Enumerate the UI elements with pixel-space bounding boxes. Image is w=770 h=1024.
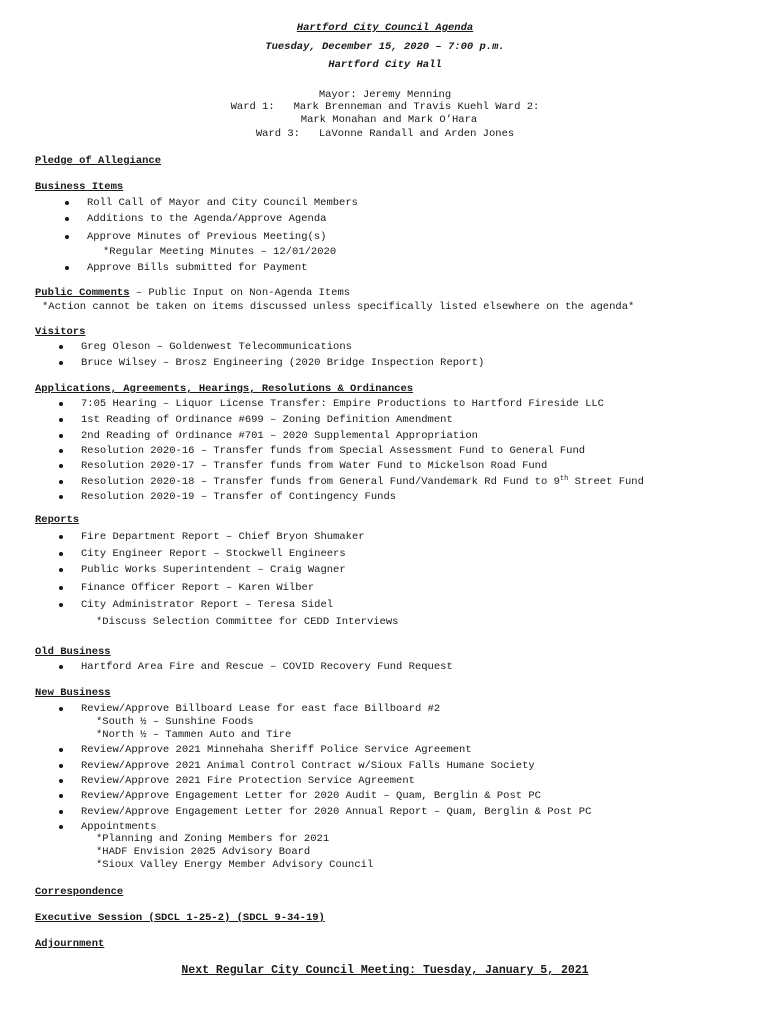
adjournment-heading: Adjournment	[35, 938, 105, 950]
list-item: Appointments	[81, 821, 157, 833]
bullet	[59, 586, 63, 590]
bullet	[59, 707, 63, 711]
next-meeting: Next Regular City Council Meeting: Tuesday, January 5, 2021	[181, 964, 589, 977]
list-subitem: *Regular Meeting Minutes – 12/01/2020	[103, 246, 337, 258]
business-items-heading: Business Items	[35, 181, 124, 193]
list-item: Approve Bills submitted for Payment	[87, 262, 308, 274]
public-comments-suffix: – Public Input on Non-Agenda Items	[129, 287, 351, 299]
list-item: Review/Approve 2021 Minnehaha Sheriff Police Service Agreement	[81, 744, 472, 756]
bullet	[59, 495, 63, 499]
bullet	[59, 449, 63, 453]
list-item: Bruce Wilsey – Brosz Engineering (2020 Bridge Inspection Report)	[81, 357, 485, 369]
bullet	[59, 464, 63, 468]
bullet	[59, 568, 63, 572]
visitors-heading: Visitors	[35, 326, 86, 338]
list-item: City Engineer Report – Stockwell Engineers	[81, 548, 346, 560]
executive-session-heading: Executive Session (SDCL 1-25-2) (SDCL 9-34-19)	[35, 912, 325, 924]
bullet	[65, 235, 69, 239]
list-item: Review/Approve 2021 Animal Control Contract w/Sioux Falls Humane Society	[81, 760, 535, 772]
bullet	[59, 764, 63, 768]
list-subitem: *North ½ – Tammen Auto and Tire	[96, 729, 292, 741]
correspondence-heading: Correspondence	[35, 886, 124, 898]
agenda-title: Hartford City Council Agenda	[296, 22, 474, 34]
bullet	[59, 603, 63, 607]
list-subitem: *HADF Envision 2025 Advisory Board	[96, 846, 311, 858]
ward-line-2: Mark Monahan and Mark O’Hara	[300, 114, 478, 126]
list-subitem: *Planning and Zoning Members for 2021	[96, 833, 330, 845]
meeting-location: Hartford City Hall	[328, 59, 442, 71]
mayor-line: Mayor: Jeremy Menning	[318, 89, 452, 101]
list-item: Additions to the Agenda/Approve Agenda	[87, 213, 327, 225]
list-item: Fire Department Report – Chief Bryon Shumaker	[81, 531, 365, 543]
bullet	[59, 810, 63, 814]
bullet	[59, 345, 63, 349]
list-item: Review/Approve 2021 Fire Protection Service Agreement	[81, 775, 415, 787]
old-business-heading: Old Business	[35, 646, 111, 658]
list-item: 2nd Reading of Ordinance #701 – 2020 Supplemental Appropriation	[81, 430, 478, 442]
list-subitem: *Discuss Selection Committee for CEDD Interviews	[96, 616, 399, 628]
list-item: Greg Oleson – Goldenwest Telecommunications	[81, 341, 352, 353]
list-item	[81, 475, 644, 489]
list-subitem: *South ½ – Sunshine Foods	[96, 716, 254, 728]
list-item: Public Works Superintendent – Craig Wagner	[81, 564, 346, 576]
bullet	[59, 552, 63, 556]
list-item: Resolution 2020-16 – Transfer funds from Special Assessment Fund to General Fund	[81, 445, 586, 457]
ordinal-suffix: th	[559, 475, 569, 483]
list-item: Finance Officer Report – Karen Wilber	[81, 582, 315, 594]
list-item: Approve Minutes of Previous Meeting(s)	[87, 231, 327, 243]
list-item-text: Resolution 2020-18 – Transfer funds from General Fund/Vandemark Rd Fund to 9	[81, 476, 560, 488]
list-item: Review/Approve Engagement Letter for 2020 Audit – Quam, Berglin & Post PC	[81, 790, 541, 802]
list-item: Hartford Area Fire and Rescue – COVID Recovery Fund Request	[81, 661, 453, 673]
bullet	[65, 217, 69, 221]
bullet	[65, 266, 69, 270]
bullet	[59, 418, 63, 422]
bullet	[59, 665, 63, 669]
list-subitem: *Sioux Valley Energy Member Advisory Council	[96, 859, 374, 871]
list-item: City Administrator Report – Teresa Sidel	[81, 599, 334, 611]
bullet	[65, 201, 69, 205]
list-item: Roll Call of Mayor and City Council Members	[87, 197, 358, 209]
ward-line-1: Ward 1: Mark Brenneman and Travis Kuehl Ward 2:	[230, 101, 540, 113]
list-item: Review/Approve Billboard Lease for east face Billboard #2	[81, 703, 441, 715]
bullet	[59, 535, 63, 539]
bullet	[59, 434, 63, 438]
bullet	[59, 402, 63, 406]
list-item: 7:05 Hearing – Liquor License Transfer: Empire Productions to Hartford Fireside LLC	[81, 398, 604, 410]
list-item: Review/Approve Engagement Letter for 2020 Annual Report – Quam, Berglin & Post PC	[81, 806, 592, 818]
reports-heading: Reports	[35, 514, 80, 526]
list-item: Resolution 2020-19 – Transfer of Contingency Funds	[81, 491, 397, 503]
ward-line-3: Ward 3: LaVonne Randall and Arden Jones	[255, 128, 515, 140]
applications-heading: Applications, Agreements, Hearings, Resolutions & Ordinances	[35, 383, 414, 395]
meeting-datetime: Tuesday, December 15, 2020 – 7:00 p.m.	[265, 41, 505, 53]
bullet	[59, 825, 63, 829]
list-item-tail: Street Fund	[568, 476, 644, 488]
bullet	[59, 480, 63, 484]
list-item: 1st Reading of Ordinance #699 – Zoning Definition Amendment	[81, 414, 453, 426]
bullet	[59, 361, 63, 365]
list-item: Resolution 2020-17 – Transfer funds from Water Fund to Mickelson Road Fund	[81, 460, 548, 472]
new-business-heading: New Business	[35, 687, 111, 699]
bullet	[59, 794, 63, 798]
pledge-heading: Pledge of Allegiance	[35, 155, 162, 167]
bullet	[59, 779, 63, 783]
public-comments-line	[35, 286, 350, 300]
bullet	[59, 748, 63, 752]
public-comments-note: *Action cannot be taken on items discussed unless specifically listed elsewhere on the agenda*	[42, 301, 635, 313]
public-comments-heading: Public Comments	[35, 287, 130, 299]
